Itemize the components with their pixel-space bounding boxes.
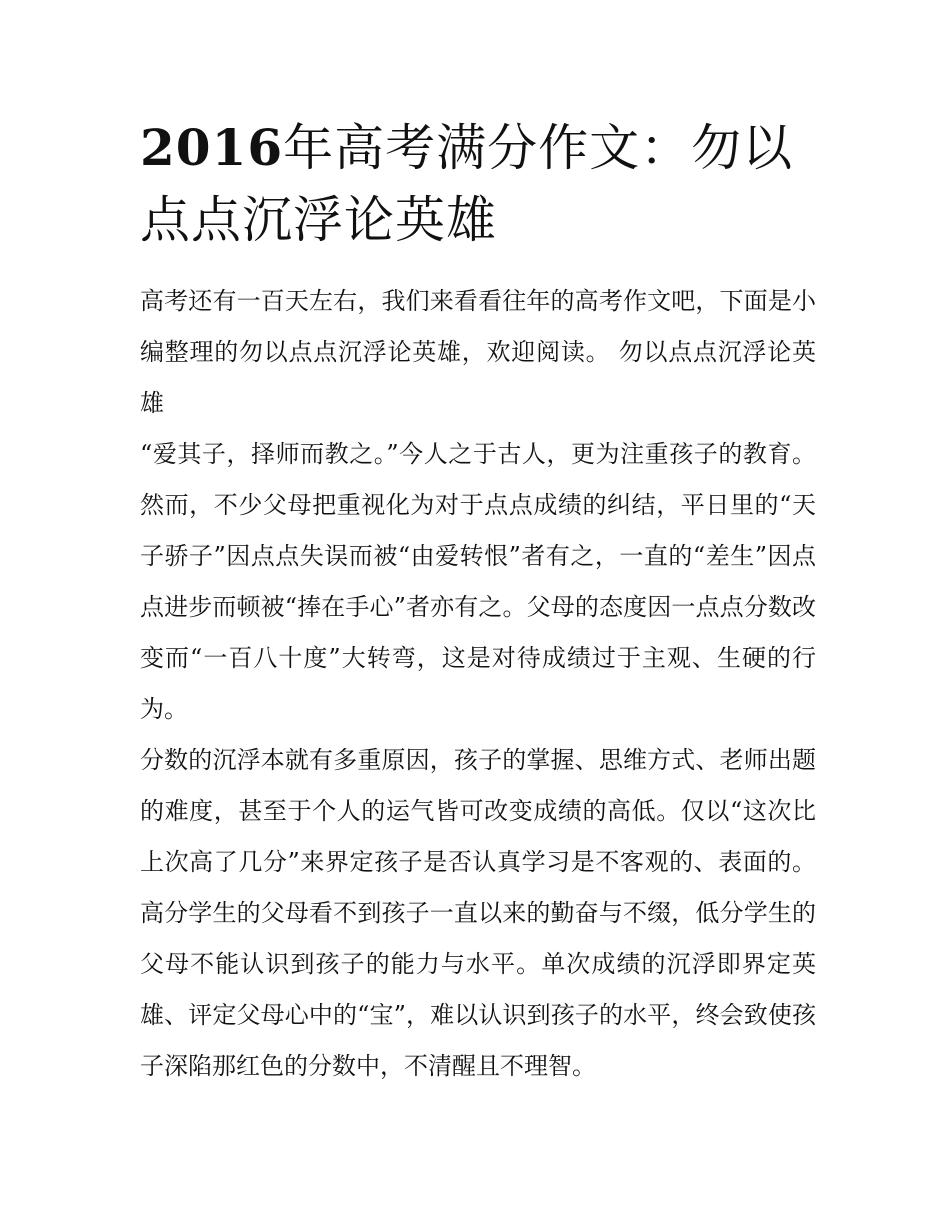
title-text: 年高考满分作文：勿以点点沉浮论英雄 — [140, 119, 794, 249]
title-year: 2016 — [140, 118, 284, 177]
paragraph-scores: 分数的沉浮本就有多重原因，孩子的掌握、思维方式、老师出题的难度，甚至于个人的运气皆可改变成绩的高低。仅以“这次比上次高了几分”来界定孩子是否认真学习是不客观的、表面的。高分学生的父母看不到孩子一直以来的勤奋与不缀，低分学生的父母不能认识到孩子的能力与水平。单次成绩的沉浮即界定英雄、评定父母心中的“宝”，难以认识到孩子的水平，终会致使孩子深陷那红色的分数中，不清醒且不理智。 — [140, 746, 816, 1080]
document-body — [140, 276, 816, 1092]
document-title — [140, 112, 820, 256]
paragraph-parents: “爱其子，择师而教之。”今人之于古人，更为注重孩子的教育。然而，不少父母把重视化为对于点点成绩的纠结，平日里的“天子骄子”因点点失误而被“由爱转恨”者有之，一直的“差生”因点点进步而顿被“捧在手心”者亦有之。父母的态度因一点点分数改变而“一百八十度”大转弯，这是对待成绩过于主观、生硬的行为。 — [140, 440, 816, 723]
paragraph-intro: 高考还有一百天左右，我们来看看往年的高考作文吧，下面是小编整理的勿以点点沉浮论英雄，欢迎阅读。 勿以点点沉浮论英雄 — [140, 287, 816, 417]
